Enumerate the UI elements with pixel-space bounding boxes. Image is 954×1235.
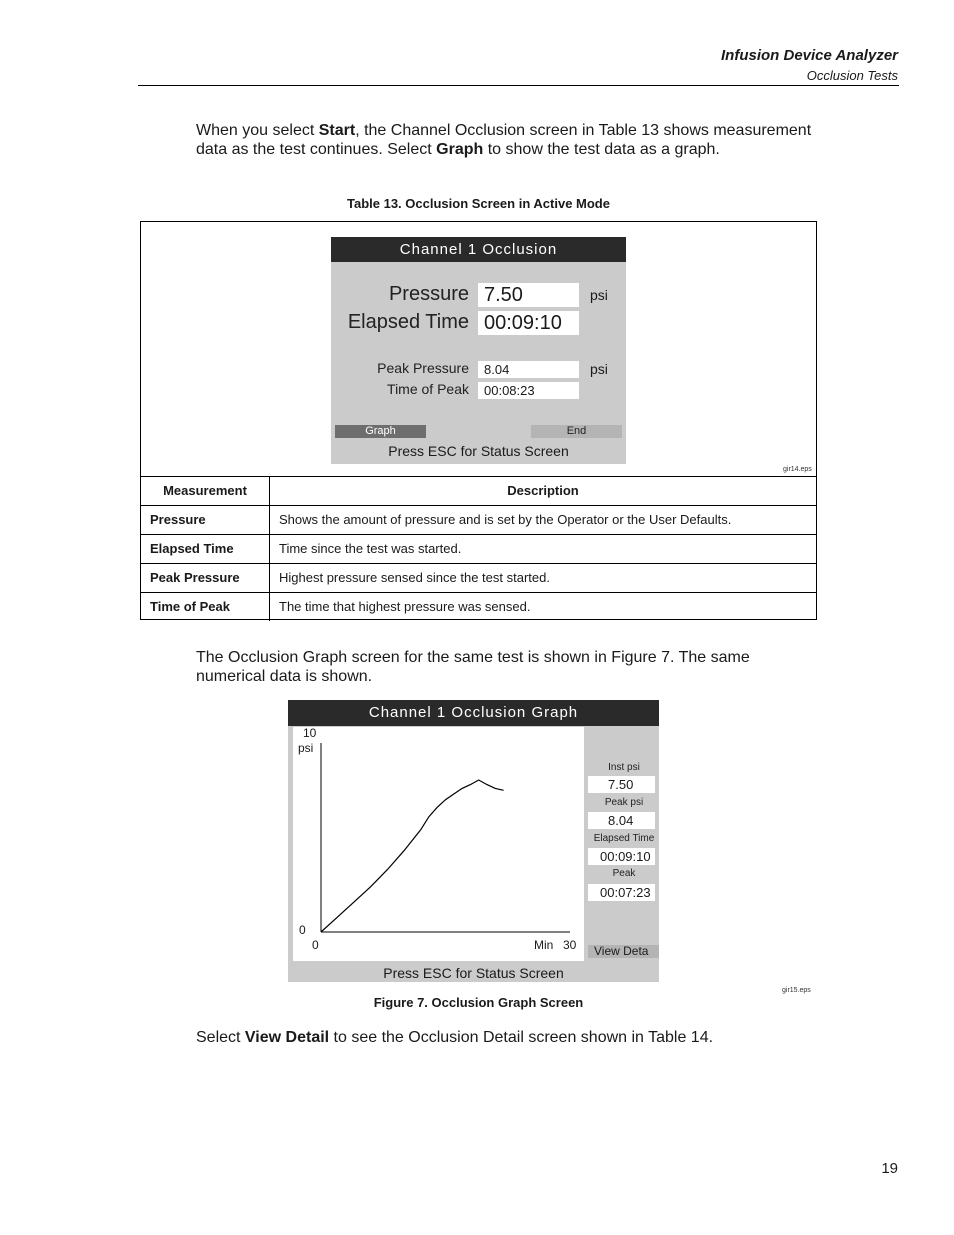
status-screen-hint: Press ESC for Status Screen	[388, 443, 569, 459]
occlusion-screen-title: Channel 1 Occlusion	[331, 237, 626, 262]
peak-pressure-unit: psi	[590, 361, 608, 377]
elapsed-time-value: 00:09:10	[478, 311, 579, 335]
intro-text-2: , the Channel Occlusion screen in Table 13 shows measurement data as the test continues. Select	[196, 122, 812, 158]
elapsed-time-side-value: 00:09:10	[588, 848, 655, 865]
graph-intro-paragraph: The Occlusion Graph screen for the same test is shown in Figure 7. The same numerical data is shown.	[196, 649, 750, 685]
inst-psi-value: 7.50	[588, 776, 655, 793]
occlusion-screen	[331, 237, 626, 464]
pressure-curve	[321, 780, 504, 932]
time-of-peak-label: Time of Peak	[387, 381, 469, 397]
table13-cell-measurement: Pressure	[150, 512, 206, 527]
figure-image-reference: gir15.eps	[782, 987, 811, 994]
pressure-unit: psi	[590, 287, 608, 303]
table13-cell-measurement: Time of Peak	[150, 599, 230, 614]
page-number: 19	[881, 1160, 898, 1177]
end-button[interactable]: End	[531, 425, 622, 438]
table13-row-rule	[141, 505, 816, 506]
table13-cell-measurement: Peak Pressure	[150, 570, 240, 585]
intro-bold-start: Start	[318, 122, 356, 139]
y-max-label: 10	[303, 726, 317, 740]
peak-psi-value: 8.04	[588, 812, 655, 829]
table13-cell-measurement: Elapsed Time	[150, 541, 234, 556]
intro-paragraph	[196, 121, 816, 159]
peak-time-label: Peak	[612, 868, 636, 879]
table13-cell-description: The time that highest pressure was sensed.	[279, 599, 531, 614]
x-unit-label: Min	[534, 938, 554, 952]
intro-text-3: to show the test data as a graph.	[483, 141, 720, 158]
y-min-label: 0	[299, 923, 306, 937]
intro-bold-graph: Graph	[436, 141, 484, 158]
table13-cell-description: Highest pressure sensed since the test started.	[279, 570, 550, 585]
outro-bold-view-detail: View Detail	[244, 1029, 330, 1046]
graph-area	[293, 727, 584, 961]
table13-cell-description: Shows the amount of pressure and is set by the Operator or the User Defaults.	[279, 512, 732, 527]
table13-header-description: Description	[507, 483, 579, 498]
graph-screen-title: Channel 1 Occlusion Graph	[288, 700, 659, 726]
graph-status-screen-hint: Press ESC for Status Screen	[383, 965, 564, 981]
y-unit-label: psi	[298, 741, 314, 755]
x-max-label: 30	[563, 938, 577, 952]
running-header-title: Infusion Device Analyzer	[721, 47, 898, 64]
header-rule	[138, 85, 899, 86]
x-min-label: 0	[312, 938, 319, 952]
table13-header-measurement: Measurement	[163, 483, 247, 498]
occlusion-curve-svg	[293, 727, 584, 961]
table13-row-rule	[141, 534, 816, 535]
occlusion-graph-screen	[288, 700, 659, 982]
table13-header-top-rule	[141, 476, 816, 477]
elapsed-time-label: Elapsed Time	[347, 311, 469, 333]
time-of-peak-value: 00:08:23	[478, 382, 579, 399]
intro-text-1: When you select	[196, 122, 319, 139]
outro-text-1: Select	[196, 1029, 245, 1046]
outro-text-2: to see the Occlusion Detail screen shown in Table 14.	[329, 1029, 714, 1046]
image-reference: gir14.eps	[783, 466, 812, 473]
table13-row-rule	[141, 592, 816, 593]
pressure-value: 7.50	[478, 283, 579, 307]
figure7-caption: Figure 7. Occlusion Graph Screen	[373, 995, 584, 1010]
inst-psi-label: Inst psi	[608, 762, 640, 773]
table13-caption: Table 13. Occlusion Screen in Active Mode	[347, 196, 610, 211]
peak-pressure-value: 8.04	[478, 361, 579, 378]
graph-button[interactable]: Graph	[335, 425, 426, 438]
view-detail-button[interactable]: View Deta	[588, 945, 659, 958]
outro-paragraph	[196, 1028, 816, 1047]
table13-row-rule	[141, 563, 816, 564]
elapsed-time-side-label: Elapsed Time	[593, 833, 655, 844]
peak-pressure-label: Peak Pressure	[377, 360, 469, 376]
running-header-subtitle: Occlusion Tests	[806, 68, 898, 83]
peak-time-value: 00:07:23	[588, 884, 655, 901]
peak-psi-label: Peak psi	[604, 797, 644, 808]
table13-cell-description: Time since the test was started.	[279, 541, 462, 556]
pressure-label: Pressure	[388, 283, 469, 305]
